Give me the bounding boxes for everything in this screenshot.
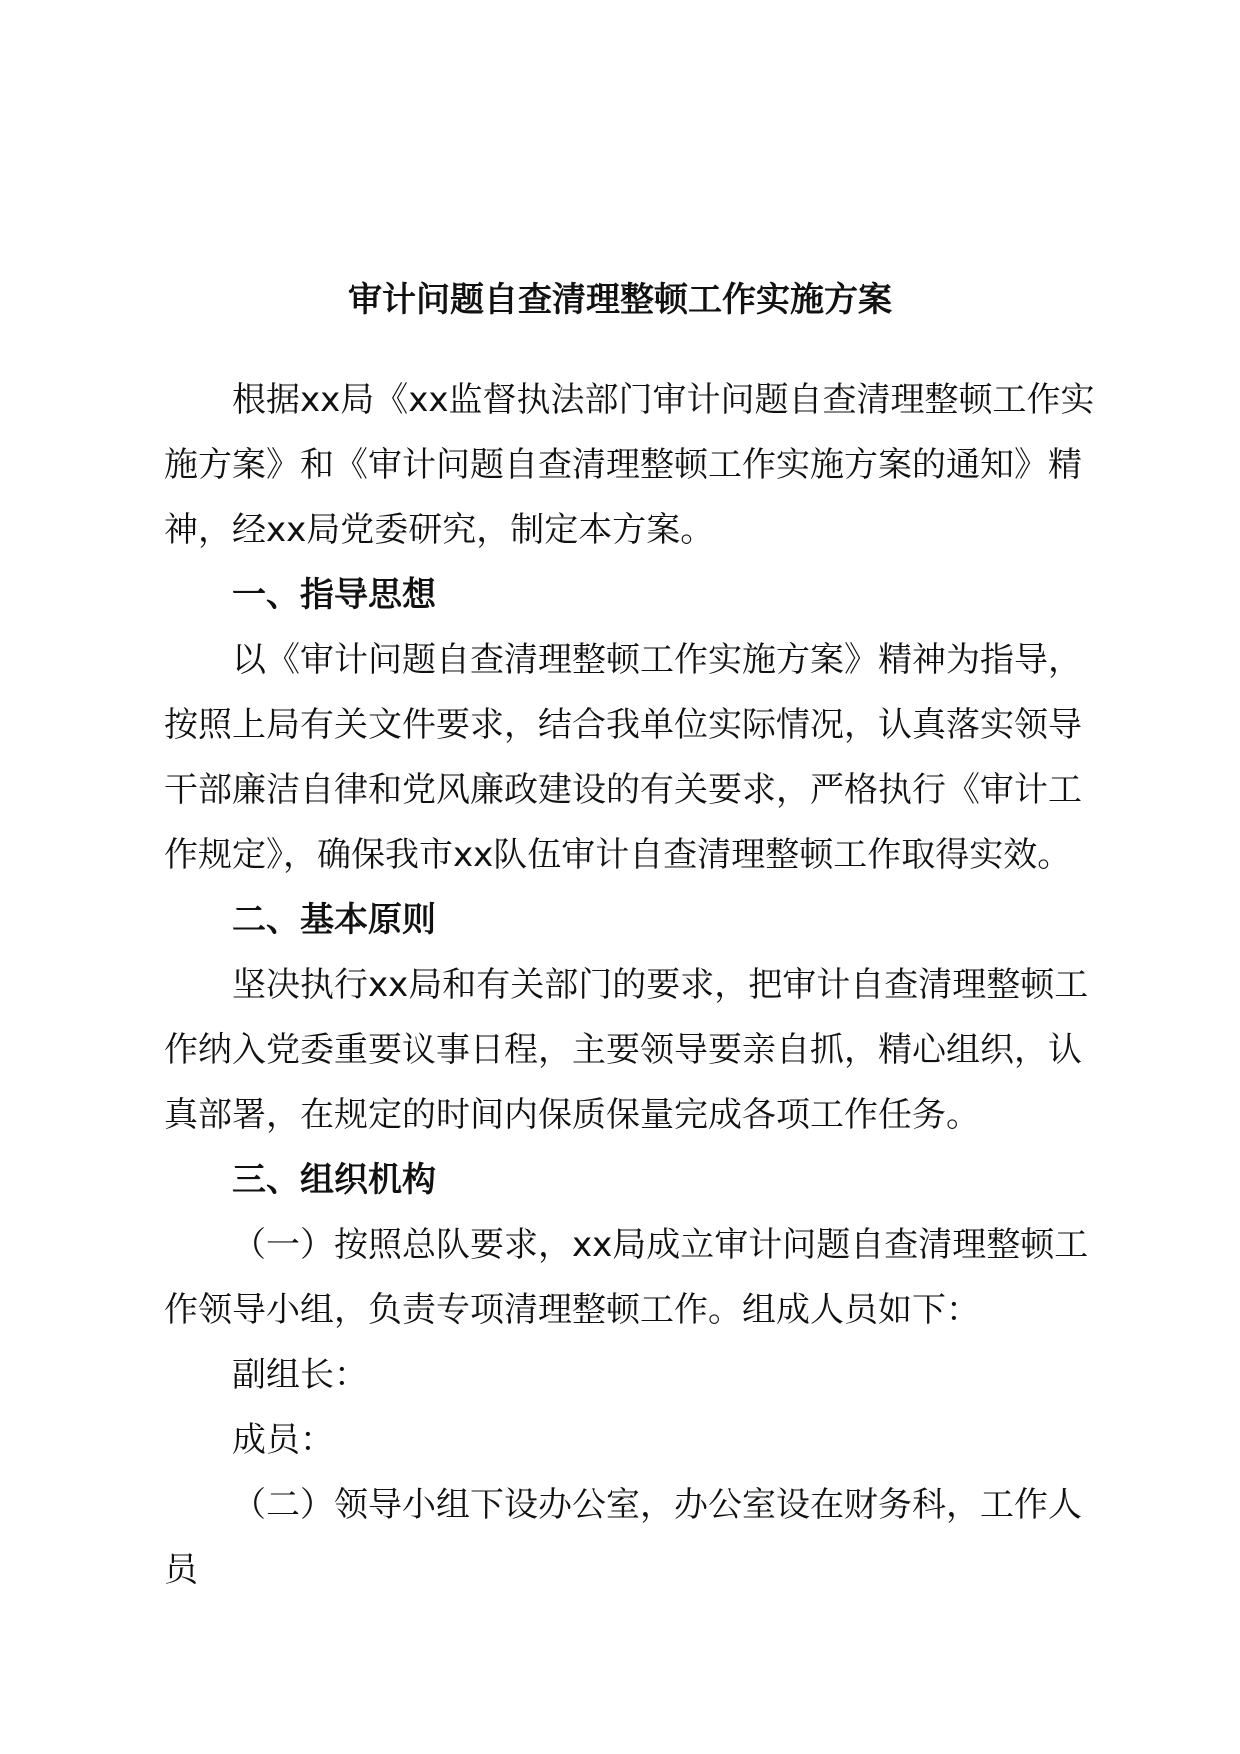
section-paragraph: 以《审计问题自查清理整顿工作实施方案》精神为指导，按照上局有关文件要求，结合我单位实际情况，认真落实领导干部廉洁自律和党风廉政建设的有关要求，严格执行《审计工作规定》，确保我市xx队伍审计自查清理整顿工作取得实效。: [164, 640, 1082, 875]
section-heading-organization: 三、组织机构: [232, 1160, 436, 1200]
members-line: 成员：: [232, 1420, 334, 1460]
section-heading-guiding-ideology: 一、指导思想: [232, 575, 436, 615]
intro-paragraph: 根据xx局《xx监督执法部门审计问题自查清理整顿工作实施方案》和《审计问题自查清理整顿工作实施方案的通知》精神，经xx局党委研究，制定本方案。: [164, 380, 1095, 550]
section-paragraph: （一）按照总队要求，xx局成立审计问题自查清理整顿工作领导小组，负责专项清理整顿工作。组成人员如下：: [164, 1225, 1089, 1330]
section-paragraph: 坚决执行xx局和有关部门的要求，把审计自查清理整顿工作纳入党委重要议事日程，主要领导要亲自抓，精心组织，认真部署，在规定的时间内保质保量完成各项工作任务。: [164, 965, 1089, 1135]
document-body: [164, 368, 1104, 1603]
document-title: 审计问题自查清理整顿工作实施方案: [348, 280, 892, 320]
section-paragraph: （二）领导小组下设办公室，办公室设在财务科，工作人员: [164, 1485, 1082, 1590]
deputy-leader-line: 副组长：: [232, 1355, 368, 1395]
section-heading-basic-principles: 二、基本原则: [232, 900, 436, 940]
